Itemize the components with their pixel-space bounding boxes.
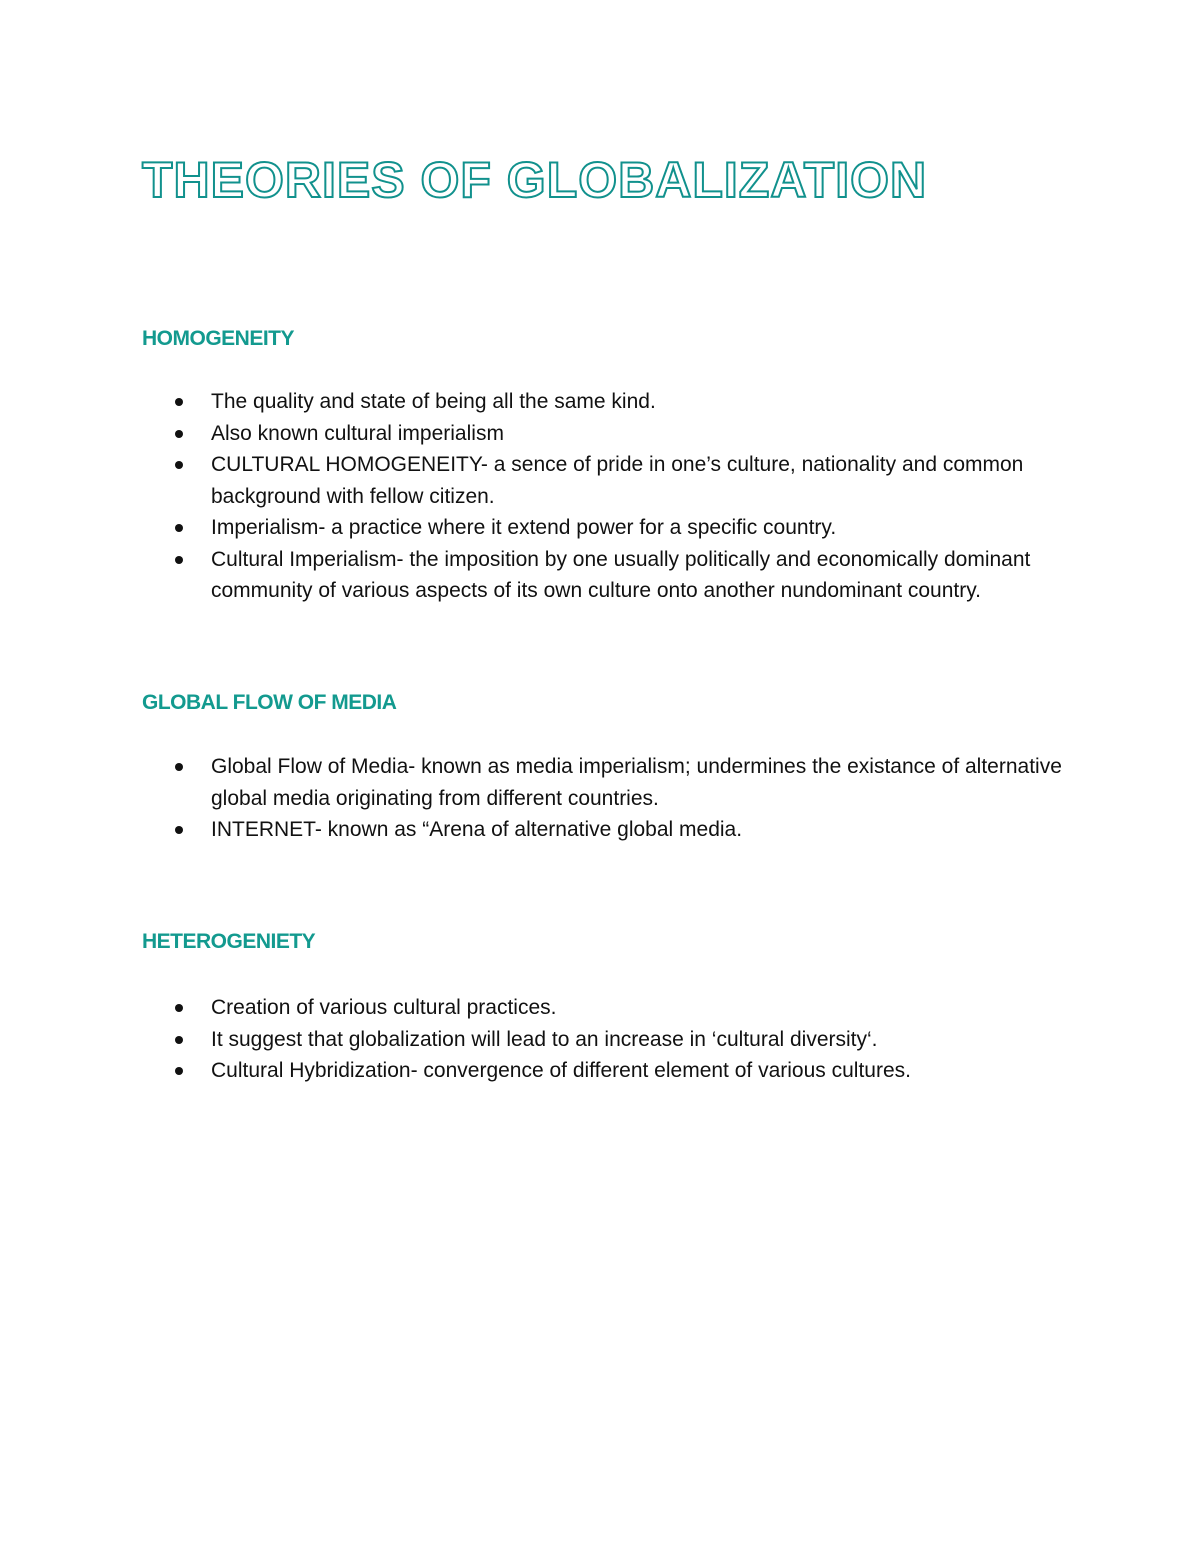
list-item: [142, 751, 1082, 814]
bullet-icon: [175, 524, 183, 532]
section-global-flow-of-media: [142, 690, 1082, 846]
section-heading: HOMOGENEITY: [142, 327, 295, 350]
list-item: [142, 512, 1082, 544]
bullet-icon: [175, 461, 183, 469]
bullet-list: [142, 992, 1082, 1087]
bullet-icon: [175, 1036, 183, 1044]
bullet-icon: [175, 1067, 183, 1075]
bullet-text: CULTURAL HOMOGENEITY- a sence of pride in one’s culture, nationality and common background with fellow citizen.: [211, 453, 1024, 508]
bullet-text: It suggest that globalization will lead to an increase in ‘cultural diversity‘.: [211, 1027, 878, 1051]
section-heading: GLOBAL FLOW OF MEDIA: [142, 691, 397, 714]
bullet-text: Creation of various cultural practices.: [211, 996, 557, 1019]
bullet-icon: [175, 763, 183, 771]
list-item: [142, 814, 1082, 846]
bullet-icon: [175, 398, 183, 406]
bullet-list: [142, 386, 1082, 607]
list-item: [142, 449, 1082, 512]
bullet-text: The quality and state of being all the same kind.: [211, 390, 656, 413]
section-homogeneity: [142, 326, 1082, 607]
bullet-icon: [175, 826, 183, 834]
section-heading: HETEROGENIETY: [142, 930, 316, 953]
bullet-list: [142, 751, 1082, 846]
list-item: [142, 544, 1082, 607]
bullet-text: Also known cultural imperialism: [211, 421, 504, 445]
section-heterogeniety: [142, 929, 1082, 1087]
list-item: [142, 1024, 1082, 1056]
bullet-text: Imperialism- a practice where it extend power for a specific country.: [211, 516, 837, 539]
list-item: [142, 418, 1082, 450]
bullet-text: Cultural Imperialism- the imposition by one usually politically and economically dominant community of various aspects of its own culture onto another nundominant country.: [211, 547, 1031, 602]
bullet-icon: [175, 556, 183, 564]
bullet-text: INTERNET- known as “Arena of alternative global media.: [211, 818, 743, 841]
list-item: [142, 1055, 1082, 1087]
list-item: [142, 386, 1082, 418]
list-item: [142, 992, 1082, 1024]
document-title: THEORIES OF GLOBALIZATION: [142, 152, 928, 208]
bullet-icon: [175, 430, 183, 438]
bullet-icon: [175, 1004, 183, 1012]
bullet-text: Cultural Hybridization- convergence of different element of various cultures.: [211, 1059, 911, 1082]
bullet-text: Global Flow of Media- known as media imperialism; undermines the existance of alternative global media originating from different countries.: [211, 755, 1062, 810]
